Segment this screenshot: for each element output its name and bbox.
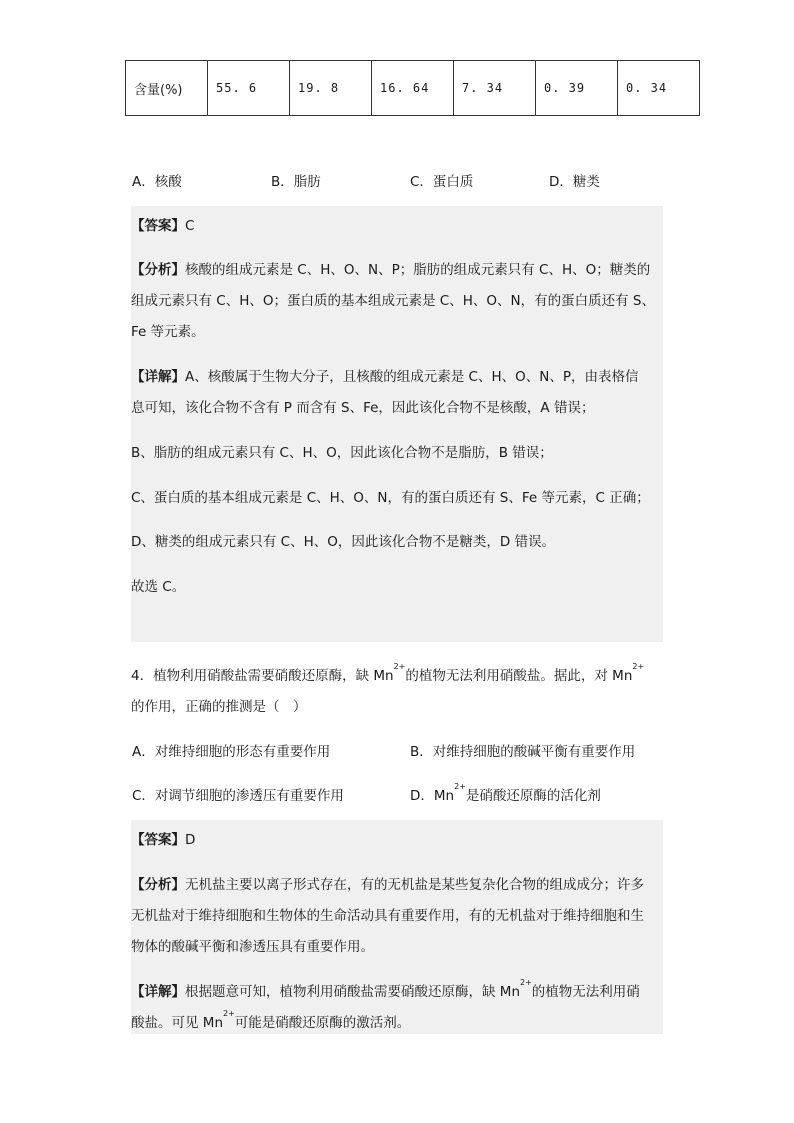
- element-content-table: [125, 60, 700, 116]
- q3-detail-line-1: [131, 365, 638, 385]
- q4-option-c: C．对调节细胞的渗透压有重要作用: [132, 788, 344, 804]
- option-text: 是硝酸还原酶的活化剂: [465, 788, 601, 804]
- q4-detail-line-1: [131, 980, 640, 1000]
- q3-analysis-line-1: [131, 258, 650, 278]
- q4-stem-line-2: 的作用，正确的推测是（ ）: [131, 699, 307, 715]
- q4-analysis-line-2: 无机盐对于维持细胞和生物体的生命活动具有重要作用，有的无机盐对于维持细胞和生: [131, 908, 644, 924]
- detail-text: 酸盐。可见 Mn: [131, 1015, 223, 1031]
- analysis-text: 核酸的组成元素是 C、H、O、N、P；脂肪的组成元素只有 C、H、O；糖类的: [185, 262, 651, 278]
- q3-detail-line-6: 故选 C。: [131, 579, 186, 595]
- q4-solution-box: [131, 820, 663, 1034]
- q3-detail-line-5: D、糖类的组成元素只有 C、H、O，因此该化合物不是糖类，D 错误。: [131, 534, 556, 550]
- q4-option-d: [410, 784, 601, 804]
- table-cell: 55. 6: [208, 61, 290, 116]
- table-cell: 19. 8: [290, 61, 372, 116]
- superscript: 2+: [454, 782, 466, 791]
- analysis-tag: 【分析】: [131, 262, 185, 278]
- answer-tag: 【答案】: [131, 832, 185, 848]
- superscript: 2+: [223, 1009, 235, 1018]
- table-cell: 7. 34: [454, 61, 536, 116]
- q4-detail-line-2: [131, 1011, 410, 1031]
- detail-text: 的植物无法利用硝: [531, 984, 640, 1000]
- stem-text: 的植物无法利用硝酸盐。据此，对 Mn: [405, 668, 633, 684]
- q3-detail-line-4: C、蛋白质的基本组成元素是 C、H、O、N，有的蛋白质还有 S、Fe 等元素，C 正确；: [131, 490, 650, 506]
- detail-tag: 【详解】: [131, 369, 185, 385]
- q4-stem-line-1: [131, 664, 644, 684]
- table-row-label: 含量(%): [126, 61, 208, 116]
- answer-value: C: [185, 218, 195, 234]
- answer-value: D: [185, 832, 196, 848]
- superscript: 2+: [393, 662, 406, 671]
- stem-text: 4．植物利用硝酸盐需要硝酸还原酶，缺 Mn: [131, 668, 394, 684]
- table-cell: 0. 34: [618, 61, 700, 116]
- table-cell: 16. 64: [372, 61, 454, 116]
- q3-option-a: A．核酸: [132, 174, 182, 190]
- q4-analysis-line-3: 物体的酸碱平衡和渗透压具有重要作用。: [131, 939, 374, 955]
- q3-detail-line-3: B、脂肪的组成元素只有 C、H、O，因此该化合物不是脂肪，B 错误；: [131, 445, 553, 461]
- q3-option-b: B．脂肪: [271, 174, 321, 190]
- analysis-text: 无机盐主要以离子形式存在，有的无机盐是某些复杂化合物的组成成分；许多: [185, 877, 644, 893]
- answer-tag: 【答案】: [131, 218, 185, 234]
- q4-answer: [131, 828, 195, 848]
- superscript: 2+: [632, 662, 645, 671]
- q4-option-a: A．对维持细胞的形态有重要作用: [132, 744, 331, 760]
- q3-analysis-line-3: Fe 等元素。: [131, 324, 205, 340]
- q4-option-b: B．对维持细胞的酸碱平衡有重要作用: [410, 744, 636, 760]
- q3-option-c: C．蛋白质: [410, 174, 474, 190]
- table-cell: 0. 39: [536, 61, 618, 116]
- detail-text: 可能是硝酸还原酶的激活剂。: [234, 1015, 411, 1031]
- q3-analysis-line-2: 组成元素只有 C、H、O；蛋白质的基本组成元素是 C、H、O、N，有的蛋白质还有 S、: [131, 293, 655, 309]
- q3-detail-line-2: 息可知，该化合物不含有 P 而含有 S、Fe，因此该化合物不是核酸，A 错误；: [131, 400, 595, 416]
- table-row: [126, 61, 700, 116]
- detail-text: 根据题意可知，植物利用硝酸盐需要硝酸还原酶，缺 Mn: [185, 984, 520, 1000]
- q4-analysis-line-1: [131, 873, 644, 893]
- detail-text: A、核酸属于生物大分子，且核酸的组成元素是 C、H、O、N、P，由表格信: [185, 369, 639, 385]
- superscript: 2+: [520, 978, 532, 987]
- detail-tag: 【详解】: [131, 984, 185, 1000]
- option-text: D．Mn: [410, 788, 455, 804]
- q3-option-d: D．糖类: [549, 174, 600, 190]
- analysis-tag: 【分析】: [131, 877, 185, 893]
- q3-answer: [131, 214, 194, 234]
